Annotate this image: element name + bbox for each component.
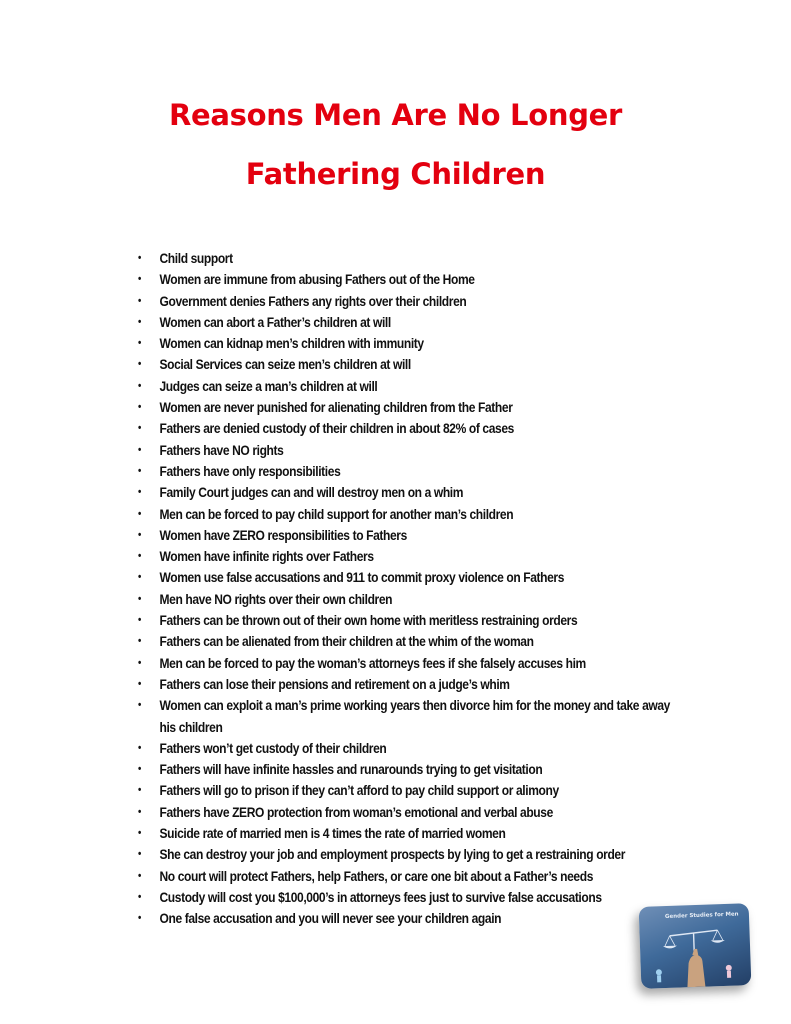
list-item	[138, 738, 676, 759]
page-title-line-2: Fathering Children	[245, 157, 546, 191]
list-item	[138, 248, 676, 269]
list-item	[138, 504, 676, 525]
list-item	[138, 887, 676, 908]
list-item	[138, 631, 676, 652]
bullet-icon: •	[138, 912, 141, 925]
list-item	[138, 567, 676, 588]
bullet-icon: •	[138, 614, 141, 627]
logo-text: Gender Studies for Men	[664, 911, 739, 921]
list-item-text: Fathers have NO rights	[159, 441, 284, 458]
list-item	[138, 674, 676, 695]
bullet-icon: •	[138, 805, 141, 818]
list-item	[138, 653, 676, 674]
gender-studies-logo	[639, 903, 752, 989]
bullet-icon: •	[138, 677, 141, 690]
bullet-icon: •	[138, 784, 141, 797]
list-item-text: Social Services can seize men’s children at will	[159, 356, 411, 373]
list-item-text: Men have NO rights over their own children	[159, 590, 393, 607]
list-item-text: Family Court judges can and will destroy men on a whim	[159, 484, 464, 501]
bullet-icon: •	[138, 890, 141, 903]
bullet-icon: •	[138, 294, 141, 307]
bullet-icon: •	[138, 252, 141, 264]
list-item	[138, 269, 676, 290]
list-item-text: Women use false accusations and 911 to commit proxy violence on Fathers	[159, 569, 565, 586]
page-title-line-1: Reasons Men Are No Longer	[168, 98, 623, 132]
list-item-text: Women have ZERO responsibilities to Fathers	[159, 526, 407, 543]
list-item	[138, 333, 676, 354]
list-item	[138, 354, 676, 375]
list-item-text: Government denies Fathers any rights over their children	[159, 292, 467, 309]
list-item-text: Women can abort a Father’s children at will	[159, 313, 391, 330]
bullet-icon: •	[138, 571, 141, 584]
bullet-icon: •	[138, 486, 141, 499]
list-item	[138, 546, 676, 567]
list-item	[138, 802, 676, 823]
list-item-text: Custody will cost you $100,000’s in attorneys fees just to survive false accusations	[159, 888, 602, 905]
list-item-text: Fathers can be thrown out of their own home with meritless restraining orders	[159, 612, 578, 629]
bullet-icon: •	[138, 827, 141, 840]
scales-hand-logo-icon	[639, 903, 752, 989]
list-item-text: Fathers have only responsibilities	[159, 462, 341, 479]
bullet-icon: •	[138, 656, 141, 669]
list-item-text: Fathers won’t get custody of their children	[159, 739, 387, 756]
bullet-icon: •	[138, 315, 141, 328]
list-item-text: Women are immune from abusing Fathers out of the Home	[159, 271, 475, 288]
bullet-icon: •	[138, 401, 141, 414]
list-item	[138, 610, 676, 631]
list-item-text: No court will protect Fathers, help Fathers, or care one bit about a Father’s needs	[159, 867, 594, 884]
list-item-text: Fathers will go to prison if they can’t afford to pay child support or alimony	[159, 782, 559, 799]
list-item	[138, 695, 676, 738]
list-item	[138, 482, 676, 503]
reasons-list	[138, 248, 698, 930]
list-item	[138, 823, 676, 844]
list-item-text: Suicide rate of married men is 4 times the rate of married women	[159, 825, 506, 842]
list-item	[138, 312, 676, 333]
bullet-icon: •	[138, 273, 141, 286]
list-item	[138, 759, 676, 780]
list-item-text: Fathers are denied custody of their children in about 82% of cases	[159, 420, 514, 437]
list-item-text: Men can be forced to pay child support for another man’s children	[159, 505, 514, 522]
bullet-icon: •	[138, 337, 141, 350]
list-item	[138, 780, 676, 801]
list-item-text: Fathers can lose their pensions and retirement on a judge’s whim	[159, 675, 510, 692]
bullet-icon: •	[138, 464, 141, 477]
list-item-text: Women have infinite rights over Fathers	[159, 548, 374, 565]
bullet-icon: •	[138, 528, 141, 541]
list-item-text: Women can kidnap men’s children with immunity	[159, 335, 424, 352]
list-item-text: Women can exploit a man’s prime working years then divorce him for the money and take away his children	[159, 697, 670, 735]
list-item	[138, 440, 676, 461]
bullet-icon: •	[138, 699, 141, 712]
bullet-icon: •	[138, 848, 141, 861]
bullet-icon: •	[138, 869, 141, 882]
list-item	[138, 908, 676, 929]
list-item	[138, 525, 676, 546]
list-item-text: Fathers will have infinite hassles and runarounds trying to get visitation	[159, 761, 543, 778]
list-item-text: Judges can seize a man’s children at will	[159, 377, 378, 394]
list-item	[138, 397, 676, 418]
list-item-text: She can destroy your job and employment prospects by lying to get a restraining order	[159, 846, 626, 863]
bullet-icon: •	[138, 635, 141, 648]
bullet-icon: •	[138, 550, 141, 563]
list-item	[138, 376, 676, 397]
bullet-icon: •	[138, 507, 141, 520]
bullet-icon: •	[138, 592, 141, 605]
list-item-text: Women are never punished for alienating children from the Father	[159, 399, 513, 416]
bullet-icon: •	[138, 443, 141, 456]
bullet-icon: •	[138, 379, 141, 392]
list-item	[138, 589, 676, 610]
list-item-text: Fathers can be alienated from their children at the whim of the woman	[159, 633, 534, 650]
list-item-text: Men can be forced to pay the woman’s attorneys fees if she falsely accuses him	[159, 654, 586, 671]
list-item	[138, 461, 676, 482]
bullet-icon: •	[138, 741, 141, 754]
bullet-icon: •	[138, 422, 141, 435]
list-item	[138, 418, 676, 439]
list-item-text: Fathers have ZERO protection from woman’s emotional and verbal abuse	[159, 803, 553, 820]
list-item-text: One false accusation and you will never see your children again	[159, 910, 502, 927]
bullet-icon: •	[138, 358, 141, 371]
list-item	[138, 866, 676, 887]
bullet-icon: •	[138, 763, 141, 776]
list-item	[138, 291, 676, 312]
list-item	[138, 844, 676, 865]
list-item-text: Child support	[159, 250, 233, 266]
